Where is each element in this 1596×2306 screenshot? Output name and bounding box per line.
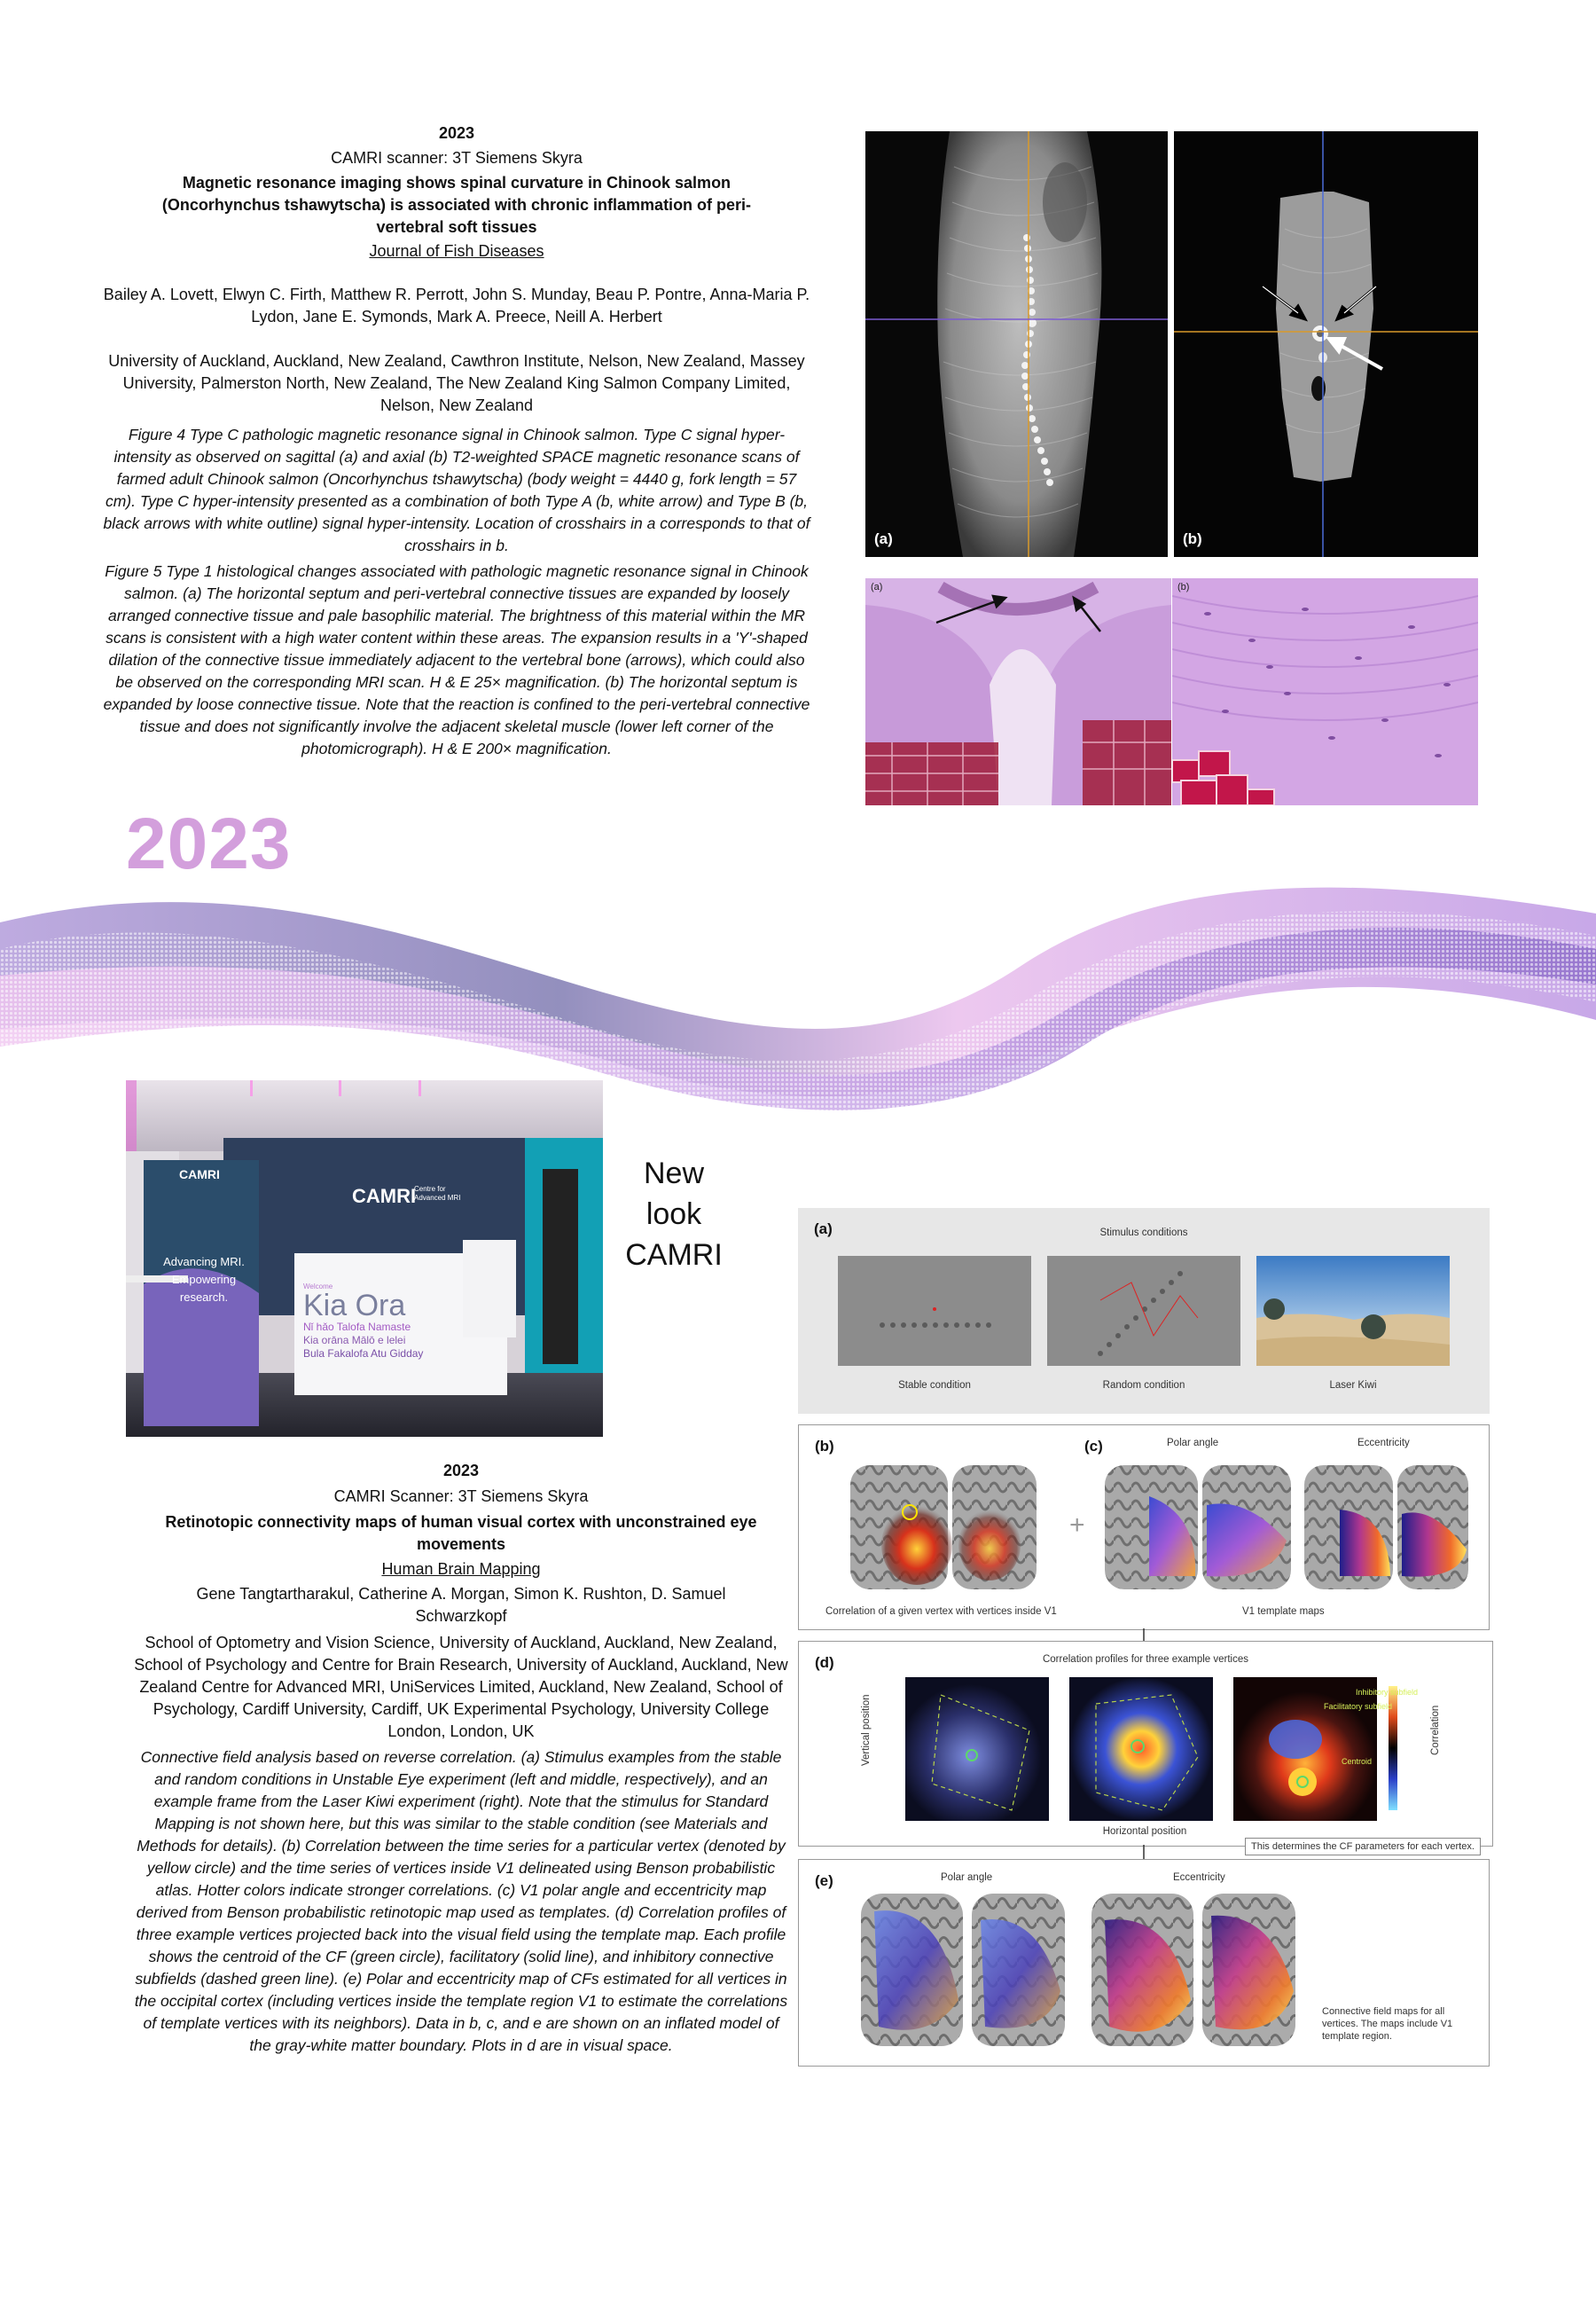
laser-kiwi-label: Laser Kiwi [1329, 1380, 1377, 1391]
laser-kiwi-image [1256, 1256, 1450, 1366]
article1-header [102, 122, 811, 417]
horizontal-position-label: Horizontal position [1102, 1826, 1187, 1837]
histology-b-image [1172, 578, 1478, 805]
d-title: Correlation profiles for three example vertices [1042, 1654, 1249, 1665]
desk-line-1: Nǐ hǎo Talofa Namaste [303, 1321, 411, 1333]
article1-year: 2023 [438, 124, 475, 142]
mri-axial-graphic [1174, 131, 1478, 557]
new-look-heading [612, 1153, 736, 1275]
random-condition-label: Random condition [1102, 1380, 1185, 1391]
brain-maps-bc-graphic [848, 1461, 1468, 1594]
article2-authors: Gene Tangtartharakul, Catherine A. Morgan, Simon K. Rushton, D. Samuel Schwarzkopf [196, 1585, 726, 1625]
facilitatory-label: Facilitatory subfield [1324, 1702, 1393, 1711]
e-eccentricity-label: Eccentricity [1173, 1872, 1225, 1883]
article1-authors: Bailey A. Lovett, Elwyn C. Firth, Matthew R. Perrott, John S. Munday, Beau P. Pontre, Anna-Maria P. Lydon, Jane E. Symonds, Mark A. Preece, Neill A. Herbert [103, 286, 810, 326]
article2-affiliations: School of Optometry and Vision Science, University of Auckland, Auckland, New Zealand, School of Psychology and Centre for Brain Research, University of Auckland, Auckland, New Zealand Centre for Advanced MRI, UniServices Limited, Auckland, New Zealand, School of Psychology, Cardiff University, Cardiff, UK Experimental Psychology, University College London, London, UK [134, 1634, 788, 1740]
mri-a-label: (a) [874, 530, 893, 547]
article1-figure4-caption: Figure 4 Type C pathologic magnetic resonance signal in Chinook salmon. Type C signal hyper-intensity as observed on sagittal (a) and axial (b) T2-weighted SPACE magnetic resonance scans of farmed adult Chinook salmon (Oncorhynchus tshawytscha) (body weight = 4440 g, fork length = 57 cm). Type C hyper-intensity presented as a combination of both Type A (b, white arrow) and Type B (b, black arrows with white outline) signal hyper-intensity. Location of crosshairs in a corresponds to that of crosshairs in b. [103, 426, 810, 554]
article1-journal[interactable]: Journal of Fish Diseases [369, 242, 544, 260]
wall-sign-logo: CAMRI [352, 1185, 417, 1207]
new-look-line-2: look [645, 1197, 702, 1231]
article2-caption: Connective field analysis based on reverse correlation. (a) Stimulus examples from the stable and random conditions in Unstable Eye experiment (left and middle, respectively), and an example frame from the Laser Kiwi experiment (right). Note that the stimulus for Standard Mapping is not shown here, but this was similar to the stable condition (see Materials and Methods for details). (b) Correlation between the time series for a particular vertex (denoted by yellow circle) and the time series of vertices inside V1 delineated using Benson probabilistic atlas. Hotter colors indicate stronger correlations. (c) V1 polar angle and eccentricity map derived from Benson probabilistic retinotopic map used as templates. (d) Correlation profiles of three example vertices projected back into the visual field using the template map. Each profile shows the centroid of the CF (green circle), facilitatory (solid line), and inhibitory connective subfields (dashed green line). (e) Polar and eccentricity map of CFs estimated for all vertices in the occipital cortex (including vertices inside the template region V1 to estimate the correlations of template vertices with its neighbors). Data in b, c, and e are shown on an inflated model of the gray-white matter boundary. Plots in d are in visual space. [134, 1748, 788, 2054]
panel-b-label: (b) [815, 1438, 834, 1455]
reception-photo [126, 1080, 603, 1437]
desk-welcome: Welcome [303, 1282, 333, 1290]
d-note-box: This determines the CF parameters for each vertex. [1245, 1838, 1481, 1855]
plus-sign: + [1069, 1510, 1085, 1540]
stable-condition-image [838, 1256, 1031, 1366]
stable-condition-label: Stable condition [898, 1380, 971, 1391]
article1-scanner: CAMRI scanner: 3T Siemens Skyra [331, 149, 583, 167]
article1-figure5-caption: Figure 5 Type 1 histological changes associated with pathologic magnetic resonance signal in Chinook salmon. (a) The horizontal septum and peri-vertebral connective tissues are expanded by loosely arranged connective tissue and pale basophilic material. The brightness of this material within the MR scans is consistent with a high water content within these areas. The expansion results in a 'Y'-shaped dilation of the connective tissue immediately adjacent to the vertebral bone (arrows), which could also be observed on the corresponding MRI scan. H & E 25× magnification. (b) The horizontal septum is expanded by loose connective tissue. Note that the reaction is confined to the peri-vertebral connective tissue and does not significantly involve the adjacent skeletal muscle (lower left corner of the photomicrograph). H & E 200× magnification. [103, 562, 810, 757]
article2-journal[interactable]: Human Brain Mapping [381, 1560, 541, 1578]
article1-affiliations: University of Auckland, Auckland, New Zealand, Cawthron Institute, Nelson, New Zealand, Massey University, Palmerston North, New Zealand, The New Zealand King Salmon Company Limited, Nelson, New Zealand [108, 352, 805, 414]
stable-condition-graphic [838, 1256, 1031, 1366]
new-look-line-1: New [643, 1157, 705, 1190]
desk-title: Kia Ora [303, 1289, 406, 1322]
histology-a-image [865, 578, 1171, 805]
random-condition-graphic [1047, 1256, 1240, 1366]
e-polar-label: Polar angle [941, 1872, 993, 1883]
histology-b-label: (b) [1177, 582, 1190, 592]
banner-line-2: Empowering [171, 1273, 237, 1286]
e-note: Connective field maps for all vertices. The maps include V1 template region. [1322, 2006, 1453, 2042]
stimulus-conditions-title: Stimulus conditions [1099, 1228, 1188, 1238]
wall-sign-sub: Centre for Advanced MRI [414, 1185, 461, 1202]
mri-axial-image [1174, 131, 1478, 557]
banner-line-3: research. [179, 1290, 229, 1304]
inhibitory-label: Inhibitory subfield [1356, 1688, 1419, 1697]
article1-title: Magnetic resonance imaging shows spinal curvature in Chinook salmon (Oncorhynchus tshawytscha) is associated with chronic inflammation of peri-vertebral soft tissues [161, 174, 752, 236]
desk-line-2: Kia orāna Mālō e lelei [303, 1334, 406, 1346]
figure-panel-a [798, 1208, 1490, 1414]
article2-year: 2023 [442, 1462, 480, 1479]
banner-year: 2023 [126, 804, 292, 884]
polar-angle-label: Polar angle [1167, 1438, 1219, 1448]
banner-stand-logo: CAMRI [179, 1167, 220, 1181]
article2-title: Retinotopic connectivity maps of human visual cortex with unconstrained eye movements [165, 1513, 757, 1553]
mri-b-label: (b) [1183, 530, 1202, 547]
figure-panel-d [798, 1641, 1493, 1847]
panel-e-label: (e) [815, 1872, 833, 1889]
desk-line-3: Bula Fakalofa Atu Gidday [303, 1347, 424, 1360]
banner-stand-tagline [151, 1253, 257, 1306]
panel-a-label: (a) [814, 1220, 833, 1237]
centroid-label: Centroid [1342, 1757, 1373, 1766]
panel-c-label: (c) [1084, 1438, 1103, 1455]
article2-scanner: CAMRI Scanner: 3T Siemens Skyra [333, 1487, 589, 1505]
cf-maps-graphic [861, 1894, 1304, 2049]
b-caption: Correlation of a given vertex with vertices inside V1 [825, 1606, 1057, 1617]
mri-sagittal-image [865, 131, 1168, 557]
mri-sagittal-graphic [865, 131, 1168, 557]
new-look-line-3: CAMRI [625, 1238, 723, 1272]
laser-kiwi-graphic [1256, 1256, 1450, 1366]
correlation-axis-label: Correlation [1430, 1705, 1441, 1755]
random-condition-image [1047, 1256, 1240, 1366]
histology-a-graphic [865, 578, 1171, 805]
article2-header [133, 1460, 789, 2057]
figure-panel-e [798, 1859, 1490, 2067]
eccentricity-label: Eccentricity [1357, 1438, 1410, 1448]
vertical-position-label: Vertical position [861, 1694, 872, 1766]
banner-line-1: Advancing MRI. [163, 1255, 245, 1268]
desk-text [303, 1282, 481, 1361]
figure-panel-bc [798, 1424, 1490, 1630]
correlation-profiles-graphic [905, 1677, 1402, 1824]
histology-a-label: (a) [871, 582, 883, 592]
c-caption: V1 template maps [1242, 1606, 1325, 1617]
histology-b-graphic [1172, 578, 1478, 805]
panel-d-label: (d) [815, 1654, 834, 1671]
